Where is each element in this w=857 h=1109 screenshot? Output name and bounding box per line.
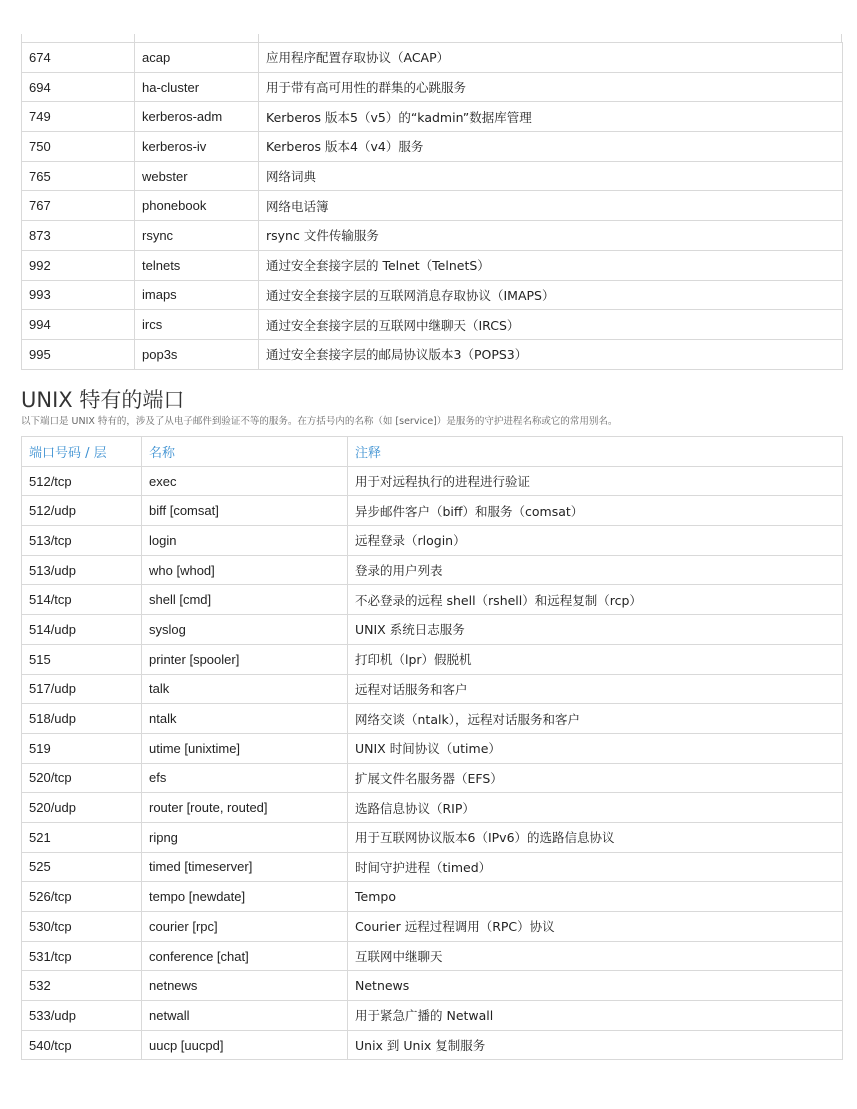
table-row [22,674,843,704]
cell-port: 514/tcp [22,585,142,615]
table-row [22,496,843,526]
cell-name: ntalk [142,704,348,734]
cell-name: ha-cluster [135,72,259,102]
cell-note: 时间守护进程（timed） [348,852,843,882]
cell-port: 749 [22,102,135,132]
cell-port: 513/udp [22,555,142,585]
cell-note: Kerberos 版本4（v4）服务 [259,132,843,162]
ports-table-continued [21,42,843,370]
cell-note: Netnews [348,971,843,1001]
cell-port: 873 [22,221,135,251]
cell-name: login [142,526,348,556]
cell-note: 扩展文件名服务器（EFS） [348,763,843,793]
table-header-row [22,437,843,467]
cell-note: 网络交谈（ntalk），远程对话服务和客户 [348,704,843,734]
table-continuation-stub [21,34,842,42]
cell-port: 512/udp [22,496,142,526]
cell-note: Tempo [348,882,843,912]
cell-name: netnews [142,971,348,1001]
cell-port: 512/tcp [22,466,142,496]
cell-note: rsync 文件传输服务 [259,221,843,251]
table-row [22,72,843,102]
cell-note: 通过安全套接字层的互联网消息存取协议（IMAPS） [259,280,843,310]
cell-name: utime [unixtime] [142,733,348,763]
cell-note: Kerberos 版本5（v5）的“kadmin”数据库管理 [259,102,843,132]
cell-name: router [route, routed] [142,793,348,823]
cell-port: 526/tcp [22,882,142,912]
cell-name: netwall [142,1001,348,1031]
cell-name: conference [chat] [142,941,348,971]
cell-port: 993 [22,280,135,310]
cell-name: shell [cmd] [142,585,348,615]
cell-note: Courier 远程过程调用（RPC）协议 [348,912,843,942]
cell-port: 518/udp [22,704,142,734]
cell-name: efs [142,763,348,793]
table-row [22,191,843,221]
cell-name: telnets [135,250,259,280]
table-row [22,43,843,73]
table-row [22,822,843,852]
cell-note: 网络词典 [259,161,843,191]
cell-port: 519 [22,733,142,763]
table-row [22,102,843,132]
table-row [22,221,843,251]
cell-name: imaps [135,280,259,310]
cell-port: 750 [22,132,135,162]
cell-port: 765 [22,161,135,191]
table-row [22,852,843,882]
table-row [22,912,843,942]
cell-name: phonebook [135,191,259,221]
cell-name: ripng [142,822,348,852]
cell-port: 532 [22,971,142,1001]
cell-port: 533/udp [22,1001,142,1031]
table-row [22,526,843,556]
cell-port: 520/udp [22,793,142,823]
cell-note: 通过安全套接字层的互联网中继聊天（IRCS） [259,310,843,340]
cell-name: ircs [135,310,259,340]
table-row [22,763,843,793]
cell-port: 517/udp [22,674,142,704]
cell-name: talk [142,674,348,704]
table-row [22,555,843,585]
cell-port: 531/tcp [22,941,142,971]
header-name: 名称 [142,437,348,467]
cell-note: 用于带有高可用性的群集的心跳服务 [259,72,843,102]
cell-name: uucp [uucpd] [142,1030,348,1060]
cell-port: 520/tcp [22,763,142,793]
table-row [22,250,843,280]
cell-port: 530/tcp [22,912,142,942]
table-row [22,585,843,615]
cell-name: kerberos-adm [135,102,259,132]
cell-note: 登录的用户列表 [348,555,843,585]
cell-note: UNIX 时间协议（utime） [348,733,843,763]
cell-note: 互联网中继聊天 [348,941,843,971]
table-row [22,1030,843,1060]
table-row [22,161,843,191]
table-row [22,644,843,674]
cell-name: timed [timeserver] [142,852,348,882]
header-note: 注释 [348,437,843,467]
cell-port: 767 [22,191,135,221]
header-port: 端口号码 / 层 [22,437,142,467]
cell-port: 540/tcp [22,1030,142,1060]
cell-note: 用于紧急广播的 Netwall [348,1001,843,1031]
cell-note: 应用程序配置存取协议（ACAP） [259,43,843,73]
cell-note: 用于对远程执行的进程进行验证 [348,466,843,496]
table-row [22,704,843,734]
cell-name: tempo [newdate] [142,882,348,912]
table-row [22,310,843,340]
section-description: 以下端口是 UNIX 特有的，涉及了从电子邮件到验证不等的服务。在方括号内的名称（如 [service]）是服务的守护进程名称或它的常用别名。 [21,416,618,427]
cell-note: 远程登录（rlogin） [348,526,843,556]
cell-note: 通过安全套接字层的邮局协议版本3（POPS3） [259,339,843,369]
cell-name: rsync [135,221,259,251]
cell-name: courier [rpc] [142,912,348,942]
table-row [22,280,843,310]
cell-name: exec [142,466,348,496]
cell-port: 513/tcp [22,526,142,556]
cell-note: 打印机（lpr）假脱机 [348,644,843,674]
table-row [22,466,843,496]
table-row [22,941,843,971]
cell-port: 521 [22,822,142,852]
table-row [22,971,843,1001]
cell-name: who [whod] [142,555,348,585]
cell-port: 515 [22,644,142,674]
cell-name: printer [spooler] [142,644,348,674]
cell-port: 514/udp [22,615,142,645]
cell-port: 694 [22,72,135,102]
cell-port: 992 [22,250,135,280]
table-row [22,733,843,763]
cell-note: 异步邮件客户（biff）和服务（comsat） [348,496,843,526]
table-row [22,339,843,369]
cell-note: UNIX 系统日志服务 [348,615,843,645]
table-row [22,132,843,162]
cell-note: 通过安全套接字层的 Telnet（TelnetS） [259,250,843,280]
cell-name: syslog [142,615,348,645]
cell-note: Unix 到 Unix 复制服务 [348,1030,843,1060]
cell-port: 674 [22,43,135,73]
cell-name: pop3s [135,339,259,369]
cell-name: webster [135,161,259,191]
unix-ports-table [21,436,843,1060]
cell-name: acap [135,43,259,73]
cell-note: 用于互联网协议版本6（IPv6）的选路信息协议 [348,822,843,852]
table-row [22,615,843,645]
cell-port: 994 [22,310,135,340]
table-row [22,1001,843,1031]
cell-note: 远程对话服务和客户 [348,674,843,704]
cell-name: kerberos-iv [135,132,259,162]
table-row [22,793,843,823]
table-row [22,882,843,912]
cell-port: 995 [22,339,135,369]
section-title: UNIX 特有的端口 [21,388,185,412]
cell-note: 不必登录的远程 shell（rshell）和远程复制（rcp） [348,585,843,615]
cell-note: 网络电话簿 [259,191,843,221]
cell-name: biff [comsat] [142,496,348,526]
cell-note: 选路信息协议（RIP） [348,793,843,823]
cell-port: 525 [22,852,142,882]
